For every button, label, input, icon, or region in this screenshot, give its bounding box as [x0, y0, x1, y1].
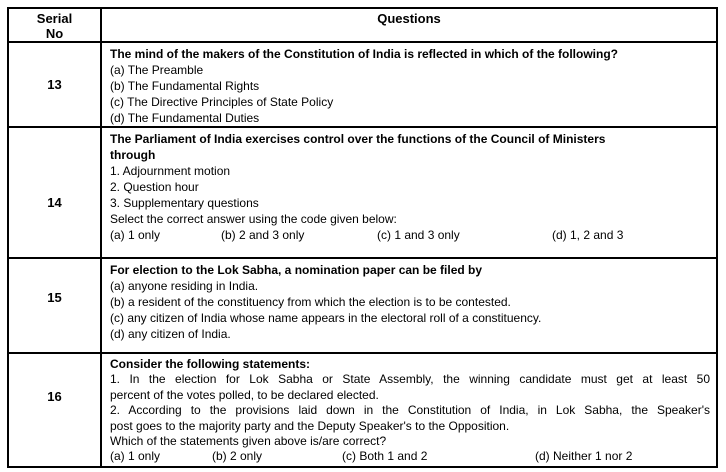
header-row [8, 8, 717, 42]
question-cell [101, 42, 717, 127]
question-cell [101, 258, 717, 353]
question-stem: Consider the following statements: [110, 357, 311, 371]
option-line [110, 227, 710, 243]
serial-cell [8, 353, 101, 467]
statement-1: 1. Adjournment motion [110, 164, 231, 178]
option-item-c: (c) 1 and 3 only [377, 228, 460, 242]
serial-number: 13 [47, 77, 62, 92]
option-item-b: (b) 2 and 3 only [221, 228, 305, 242]
serial-cell [8, 258, 101, 353]
question-stem-line1: The Parliament of India exercises control over the functions of the Council of Ministers [110, 132, 606, 146]
option-item-a: (a) 1 only [110, 228, 161, 242]
question-cell [101, 353, 717, 467]
serial-number: 15 [47, 290, 62, 305]
question-stem-line2: through [110, 148, 156, 162]
serial-number: 14 [47, 195, 62, 210]
statement-2-line2: post goes to the majority party and the Deputy Speaker's to the Opposition. [110, 418, 510, 433]
serial-cell [8, 127, 101, 258]
option-item-a: (a) 1 only [110, 449, 161, 464]
option-item-d: (d) Neither 1 nor 2 [535, 449, 633, 464]
question-row-13 [8, 42, 717, 127]
serial-header-line1: Serial [36, 11, 73, 26]
question-option-c: (c) any citizen of India whose name appears in the electoral roll of a constituency. [110, 311, 542, 325]
question-option-d: (d) The Fundamental Duties [110, 111, 260, 125]
option-item-b: (b) 2 only [212, 449, 263, 464]
select-instruction: Select the correct answer using the code given below: [110, 212, 397, 226]
question-option-a: (a) The Preamble [110, 63, 204, 77]
option-item-d: (d) 1, 2 and 3 [552, 228, 624, 242]
option-line [110, 449, 710, 464]
question-row-16 [8, 353, 717, 467]
question-option-c: (c) The Directive Principles of State Policy [110, 95, 334, 109]
statement-2: 2. Question hour [110, 180, 199, 194]
question-option-d: (d) any citizen of India. [110, 327, 231, 341]
question-stem: The mind of the makers of the Constitution of India is reflected in which of the following? [110, 47, 619, 61]
question-option-a: (a) anyone residing in India. [110, 279, 259, 293]
serial-header-cell [8, 8, 101, 42]
statement-1-line1: 1. In the election for Lok Sabha or State Assembly, the winning candidate must get at least 50 [110, 372, 710, 387]
statement-1-line2: percent of the votes polled, to be declared elected. [110, 387, 379, 402]
statement-3: 3. Supplementary questions [110, 196, 259, 210]
question-cell [101, 127, 717, 258]
question-stem: For election to the Lok Sabha, a nomination paper can be filed by [110, 263, 483, 277]
which-correct-question: Which of the statements given above is/are correct? [110, 434, 387, 449]
question-option-b: (b) a resident of the constituency from which the election is to be contested. [110, 295, 511, 309]
question-option-b: (b) The Fundamental Rights [110, 79, 260, 93]
statement-2-line1: 2. According to the provisions laid down in the Constitution of India, in Lok Sabha, the Speaker's [110, 403, 710, 418]
option-item-c: (c) Both 1 and 2 [342, 449, 428, 464]
question-row-14 [8, 127, 717, 258]
questions-header-cell: Questions [101, 8, 717, 42]
serial-header-line2: No [45, 26, 64, 41]
serial-cell [8, 42, 101, 127]
serial-number: 16 [47, 388, 62, 404]
question-row-15 [8, 258, 717, 353]
questions-table [7, 7, 718, 468]
